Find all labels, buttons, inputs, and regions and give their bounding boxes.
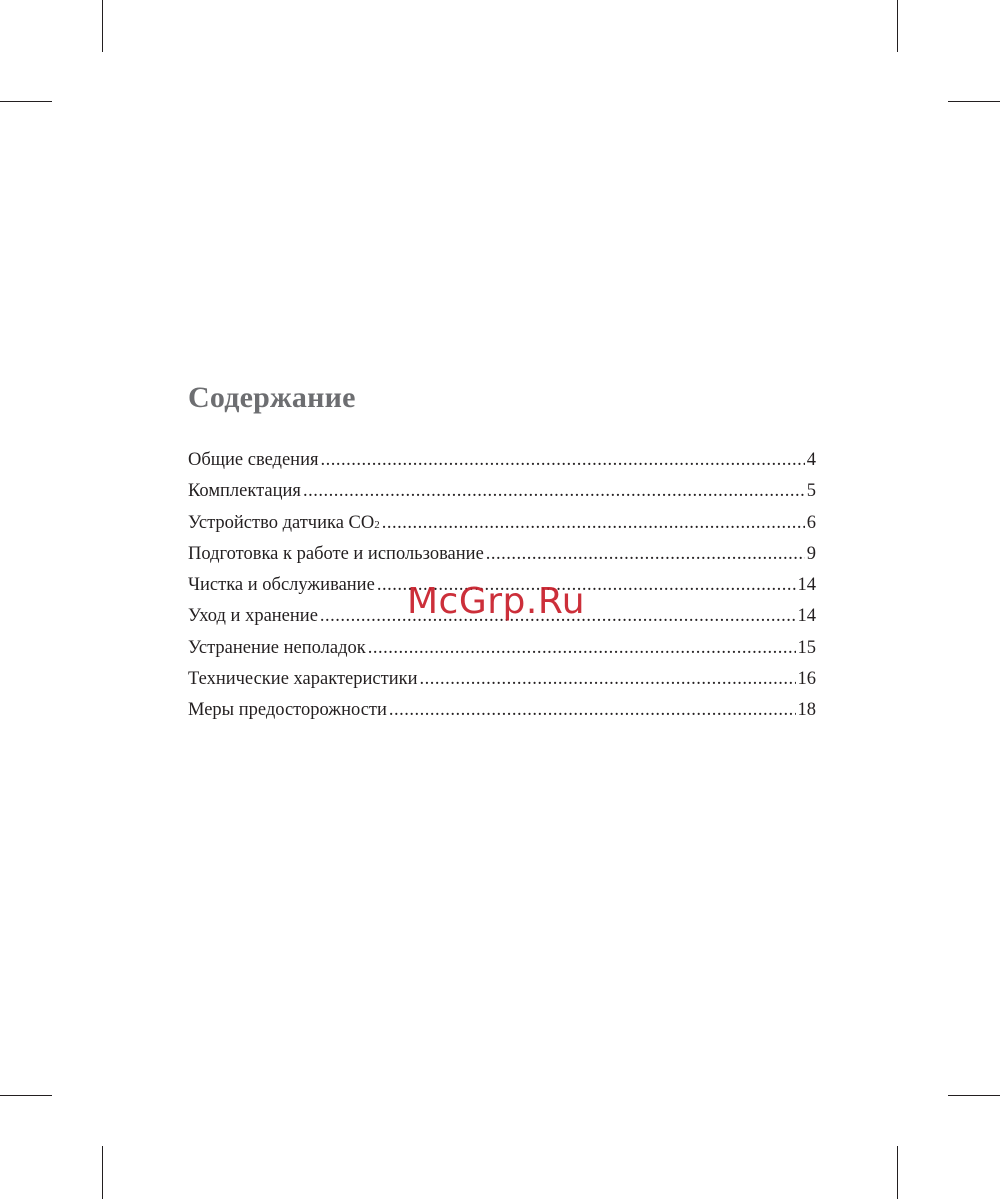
toc-entry[interactable] (188, 664, 816, 695)
toc-entry-page: 15 (797, 637, 816, 658)
toc-entry[interactable] (188, 508, 816, 539)
toc-entry-page: 14 (797, 575, 816, 596)
toc-entry-page: 4 (806, 450, 816, 470)
dot-leader (419, 664, 795, 695)
toc-entry-label: Технические характеристики (188, 669, 418, 690)
dot-leader (303, 476, 805, 507)
dot-leader (368, 633, 796, 664)
toc-entry-label: Устройство датчика CO (188, 512, 375, 533)
dot-leader (389, 695, 796, 726)
dot-leader (382, 508, 805, 539)
crop-mark-top-left-vertical (102, 0, 103, 52)
toc-title: Содержание (188, 381, 356, 414)
crop-mark-top-right-vertical (897, 0, 898, 52)
toc-entry-label: Меры предосторожности (188, 700, 387, 721)
toc-entry[interactable] (188, 695, 816, 726)
toc-entry-page: 9 (806, 543, 816, 564)
dot-leader (321, 445, 805, 476)
toc-entry-page: 18 (797, 700, 816, 721)
toc-entry[interactable] (188, 476, 816, 507)
crop-mark-bottom-left-horizontal (0, 1095, 52, 1096)
toc-entry-label: Общие сведения (188, 450, 319, 470)
crop-mark-bottom-left-vertical (102, 1146, 103, 1199)
crop-mark-bottom-right-vertical (897, 1146, 898, 1199)
subscript-two: 2 (374, 518, 380, 531)
toc-entry-label: Чистка и обслуживание (188, 575, 375, 596)
toc-entry-label: Уход и хранение (188, 606, 318, 627)
crop-mark-top-right-horizontal (948, 101, 1000, 102)
toc-entry[interactable] (188, 539, 816, 570)
toc-entry-page: 16 (797, 669, 816, 690)
toc-entry-label: Комплектация (188, 481, 301, 502)
toc-entry[interactable] (188, 633, 816, 664)
toc-entry-page: 6 (806, 512, 816, 533)
watermark: McGrp.Ru (407, 581, 586, 622)
toc-entry-label: Подготовка к работе и использование (188, 543, 484, 564)
toc-entry-label: Устранение неполадок (188, 637, 366, 658)
toc-entry-page: 14 (797, 606, 816, 627)
crop-mark-top-left-horizontal (0, 101, 52, 102)
toc-entry[interactable] (188, 445, 816, 476)
toc-entry-page: 5 (806, 481, 816, 502)
dot-leader (486, 539, 805, 570)
crop-mark-bottom-right-horizontal (948, 1095, 1000, 1096)
toc-entry-label-wrap (188, 508, 380, 541)
